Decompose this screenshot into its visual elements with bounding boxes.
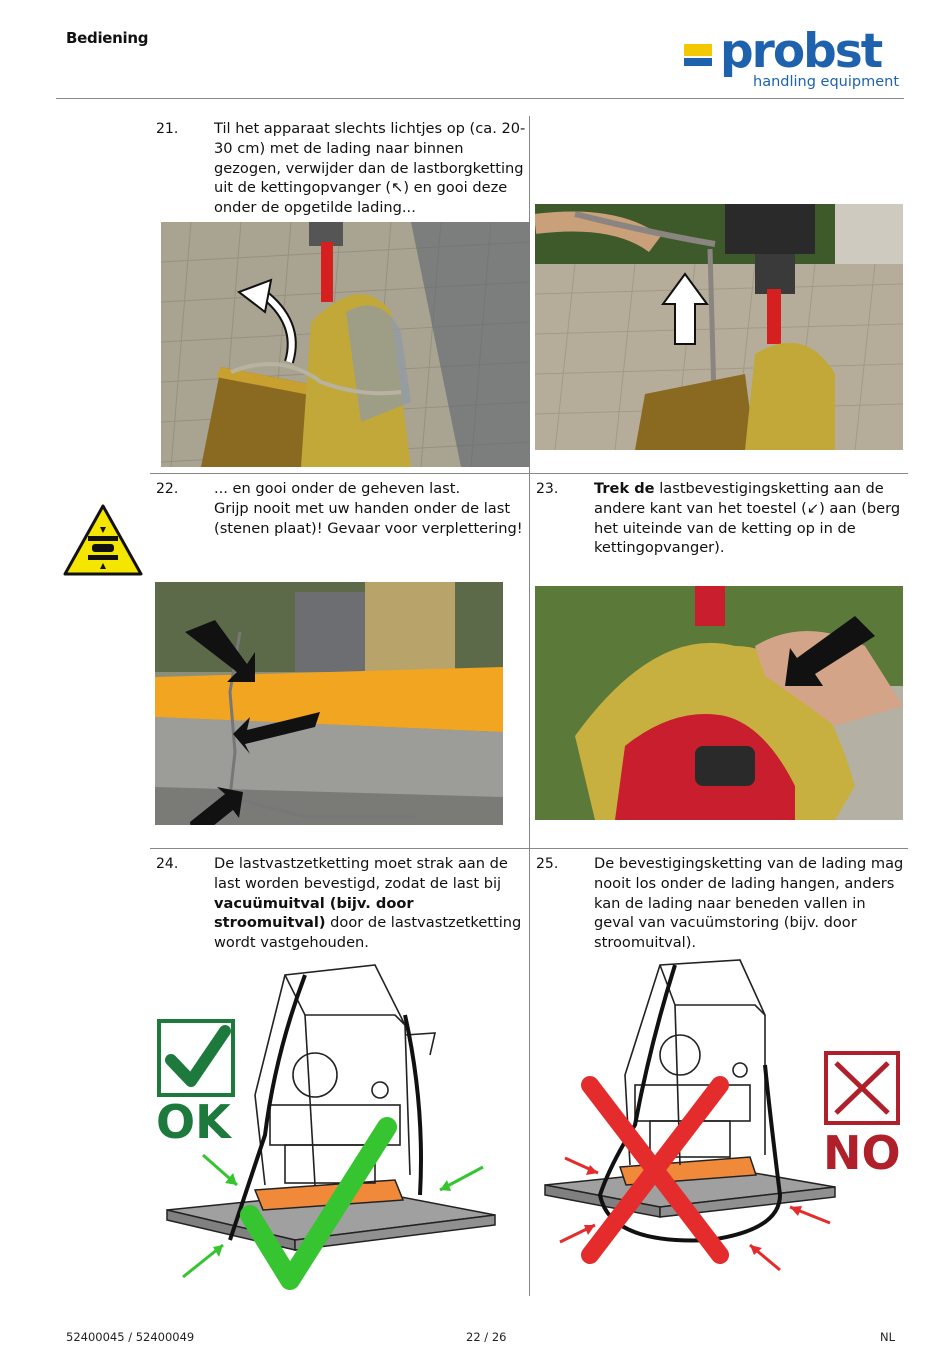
diagram-no bbox=[540, 955, 905, 1280]
step-number: 21. bbox=[156, 121, 179, 137]
arrow-up-left-icon: ↖ bbox=[391, 179, 404, 197]
probst-logo bbox=[684, 24, 899, 94]
step-24-text: De lastvastzetketting moet strak aan de last worden bevestigd, zodat de last bij vacuümuitval (bijv. door stroomuitval) door de lastvastzetketting wordt vastgehouden. bbox=[214, 855, 522, 952]
page-number: 22 / 26 bbox=[466, 1330, 507, 1344]
step-number: 22. bbox=[156, 481, 179, 497]
step-21-text: Til het apparaat slechts lichtjes op (ca. 20-30 cm) met de lading naar binnen gezogen, verwijder dan de lastborgketting uit de kettingopvanger (↖) en gooi deze onder de opgetilde lading... bbox=[214, 120, 526, 217]
logo-mark-icon bbox=[684, 44, 712, 66]
row-divider bbox=[150, 848, 908, 849]
photo-step-23 bbox=[535, 586, 903, 820]
section-title: Bediening bbox=[66, 29, 149, 47]
crush-hazard-icon bbox=[62, 503, 144, 577]
arrow-down-left-icon: ↙ bbox=[806, 499, 820, 517]
ok-label: OK bbox=[156, 1095, 231, 1149]
photo-step-21-right bbox=[535, 204, 903, 450]
step-22-text: ... en gooi onder de geheven last. Grijp nooit met uw handen onder de last (stenen plaat)! Gevaar voor verplettering! bbox=[214, 480, 523, 537]
row-divider bbox=[150, 473, 908, 474]
diagram-ok bbox=[155, 955, 500, 1290]
header-divider bbox=[56, 98, 904, 99]
step-number: 24. bbox=[156, 856, 179, 872]
doc-number: 52400045 / 52400049 bbox=[66, 1330, 195, 1344]
logo-wordmark: probst bbox=[720, 24, 882, 79]
no-label: NO bbox=[823, 1126, 901, 1180]
step-number: 23. bbox=[536, 481, 559, 497]
logo-tagline: handling equipment bbox=[753, 74, 899, 90]
language-code: NL bbox=[880, 1330, 896, 1344]
step-25-text: De bevestigingsketting van de lading mag nooit los onder de lading hangen, anders kan de lading naar beneden vallen in geval van vacuümstoring (bijv. door stroomuitval). bbox=[594, 855, 904, 952]
step-23-text: Trek de lastbevestigingsketting aan de andere kant van het toestel (↙) aan (berg het uiteinde van de ketting op in de kettingopvanger). bbox=[594, 480, 901, 557]
step-number: 25. bbox=[536, 856, 559, 872]
photo-step-21-left bbox=[161, 222, 530, 467]
photo-step-22 bbox=[155, 582, 503, 825]
